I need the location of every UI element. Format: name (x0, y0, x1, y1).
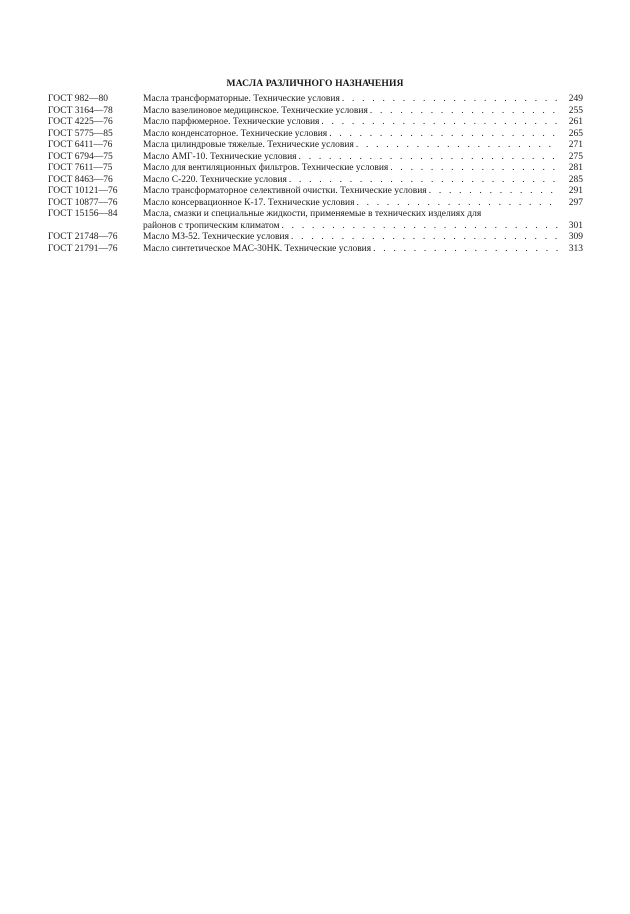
entry-title: Масло трансформаторное селективной очистки. Технические условия (143, 186, 427, 196)
entry-title: Масло синтетическое МАС-30НК. Технические условия (143, 243, 372, 254)
page-number: 313 (568, 243, 583, 254)
toc-entry (48, 198, 583, 210)
entry-title: Масло С-220. Технические условия (143, 174, 287, 185)
toc-entry (48, 232, 583, 244)
dot-leader (354, 140, 559, 152)
toc-entry (48, 209, 583, 232)
dot-leader (319, 117, 559, 129)
dot-leader (287, 175, 559, 187)
dot-leader (354, 198, 559, 210)
toc-entry (48, 129, 583, 141)
page-number: 281 (568, 163, 583, 173)
entry-title: Масло для вентиляционных фильтров. Технические условия (143, 163, 389, 173)
page-number: 297 (568, 197, 583, 208)
page-number: 285 (568, 174, 583, 185)
page-number: 261 (568, 117, 583, 127)
table-of-contents (48, 94, 583, 255)
toc-entry (48, 244, 583, 256)
entry-title: Масло парфюмерное. Технические условия (143, 117, 320, 127)
standard-code: ГОСТ 4225—76 (48, 117, 113, 127)
standard-code: ГОСТ 6794—75 (48, 151, 113, 162)
entry-title: Масла трансформаторные. Технические условия (143, 94, 340, 104)
entry-title: Масла, смазки и специальные жидкости, применяемые в технических изделиях для (143, 209, 482, 219)
dot-leader (289, 232, 559, 244)
toc-entry (48, 140, 583, 152)
entry-title-continuation: районов с тропическим климатом (143, 220, 280, 231)
toc-entry (48, 152, 583, 164)
section-title: МАСЛА РАЗЛИЧНОГО НАЗНАЧЕНИЯ (226, 78, 404, 89)
dot-leader (340, 94, 559, 106)
entry-title: Масло конденсаторное. Технические условия (143, 128, 328, 139)
dot-leader (371, 244, 559, 256)
toc-entry (48, 117, 583, 129)
dot-leader (427, 186, 559, 198)
standard-code: ГОСТ 982—80 (48, 94, 108, 104)
toc-entry (48, 106, 583, 118)
standard-code: ГОСТ 7611—75 (48, 163, 113, 173)
entry-title: Масло вазелиновое медицинское. Технические условия (143, 105, 368, 116)
page-number: 271 (568, 140, 583, 150)
toc-entry (48, 186, 583, 198)
standard-code: ГОСТ 3164—78 (48, 105, 113, 116)
dot-leader (388, 163, 559, 175)
standard-code: ГОСТ 21791—76 (48, 243, 118, 254)
entry-title: Масло АМГ-10. Технические условия (143, 151, 297, 162)
entry-title: Масло консервационное К-17. Технические условия (143, 197, 355, 208)
dot-leader (327, 129, 559, 141)
toc-entry (48, 175, 583, 187)
standard-code: ГОСТ 10121—76 (48, 186, 118, 196)
standard-code: ГОСТ 15156—84 (48, 209, 118, 219)
standard-code: ГОСТ 10877—76 (48, 197, 118, 208)
standard-code: ГОСТ 21748—76 (48, 232, 118, 242)
page-number: 249 (568, 94, 583, 104)
page-number: 291 (568, 186, 583, 196)
toc-entry (48, 94, 583, 106)
dot-leader (297, 152, 559, 164)
page-number: 255 (568, 105, 583, 116)
page-number: 265 (568, 128, 583, 139)
standard-code: ГОСТ 6411—76 (48, 140, 113, 150)
standard-code: ГОСТ 5775—85 (48, 128, 113, 139)
dot-leader (368, 106, 559, 118)
dot-leader (280, 221, 559, 233)
page-number: 309 (568, 232, 583, 242)
page-number: 275 (568, 151, 583, 162)
entry-title: Масла цилиндровые тяжелые. Технические условия (143, 140, 354, 150)
toc-entry (48, 163, 583, 175)
entry-title: Масло МЗ-52. Технические условия (143, 232, 289, 242)
page-number: 301 (568, 220, 583, 231)
standard-code: ГОСТ 8463—76 (48, 174, 113, 185)
